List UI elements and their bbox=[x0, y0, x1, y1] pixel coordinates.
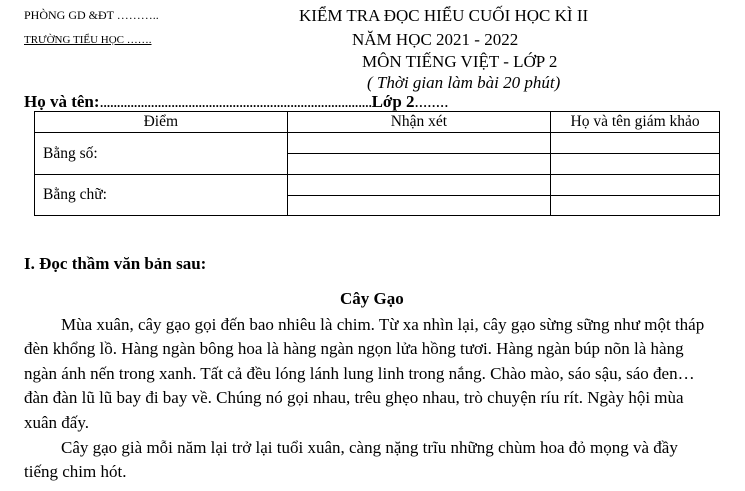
table-header-row bbox=[35, 112, 720, 133]
comment-cell[interactable] bbox=[287, 175, 551, 196]
score-words-label: Bằng chữ: bbox=[35, 175, 288, 216]
examiner-cell[interactable] bbox=[551, 175, 720, 196]
exam-title: KIỂM TRA ĐỌC HIỂU CUỐI HỌC KÌ II bbox=[299, 6, 589, 25]
examiner-cell[interactable] bbox=[551, 196, 720, 216]
time-note: ( Thời gian làm bài 20 phút) bbox=[367, 73, 561, 92]
comment-cell[interactable] bbox=[287, 133, 551, 154]
comment-cell[interactable] bbox=[287, 154, 551, 175]
department-label: PHÒNG GD &ĐT ……….. bbox=[24, 8, 159, 22]
story-title: Cây Gạo bbox=[340, 289, 404, 308]
class-field[interactable]: ........ bbox=[414, 92, 449, 111]
school-label: TRƯỜNG TIỂU HỌC ……. bbox=[24, 34, 152, 46]
subject-title: MÔN TIẾNG VIỆT - LỚP 2 bbox=[362, 52, 558, 71]
paragraph-1-text: Mùa xuân, cây gạo gọi đến bao nhiêu là chim. Từ xa nhìn lại, cây gạo sừng sững như một tháp đèn khổng lồ. Hàng ngàn bông hoa là hàng ngàn ngọn lửa hồng tươi. Hàng ngàn búp nõn là hàng ngàn ánh nến trong xanh. Tất cả đều lóng lánh lung linh trong nắng. Chào mào, sáo sậu, sáo đen…đàn đàn lũ lũ bay đi bay về. Chúng nó gọi nhau, trêu ghẹo nhau, trò chuyện ríu rít. Ngày hội mùa xuân đấy. bbox=[24, 315, 705, 432]
comment-cell[interactable] bbox=[287, 196, 551, 216]
examiner-cell[interactable] bbox=[551, 133, 720, 154]
name-field[interactable]: ................................................................................ bbox=[99, 92, 372, 111]
examiner-cell[interactable] bbox=[551, 154, 720, 175]
score-number-label: Bằng số: bbox=[35, 133, 288, 175]
grade-table bbox=[34, 111, 720, 216]
table-row bbox=[35, 133, 720, 154]
paragraph-2-text: Cây gạo già mỗi năm lại trở lại tuổi xuân, càng nặng trĩu những chùm hoa đỏ mọng và đầy tiếng chim hót. bbox=[24, 438, 678, 482]
header-score: Điểm bbox=[35, 112, 288, 133]
story-paragraph-2 bbox=[24, 436, 714, 485]
school-year: NĂM HỌC 2021 - 2022 bbox=[352, 30, 519, 49]
section-heading: I. Đọc thầm văn bản sau: bbox=[24, 254, 207, 273]
header-examiner: Họ và tên giám khảo bbox=[551, 112, 720, 133]
header-comment: Nhận xét bbox=[287, 112, 551, 133]
student-line bbox=[24, 92, 449, 112]
class-label: Lớp 2 bbox=[371, 92, 415, 111]
table-row bbox=[35, 175, 720, 196]
story-paragraph-1 bbox=[24, 313, 714, 435]
name-label: Họ và tên: bbox=[24, 92, 100, 111]
